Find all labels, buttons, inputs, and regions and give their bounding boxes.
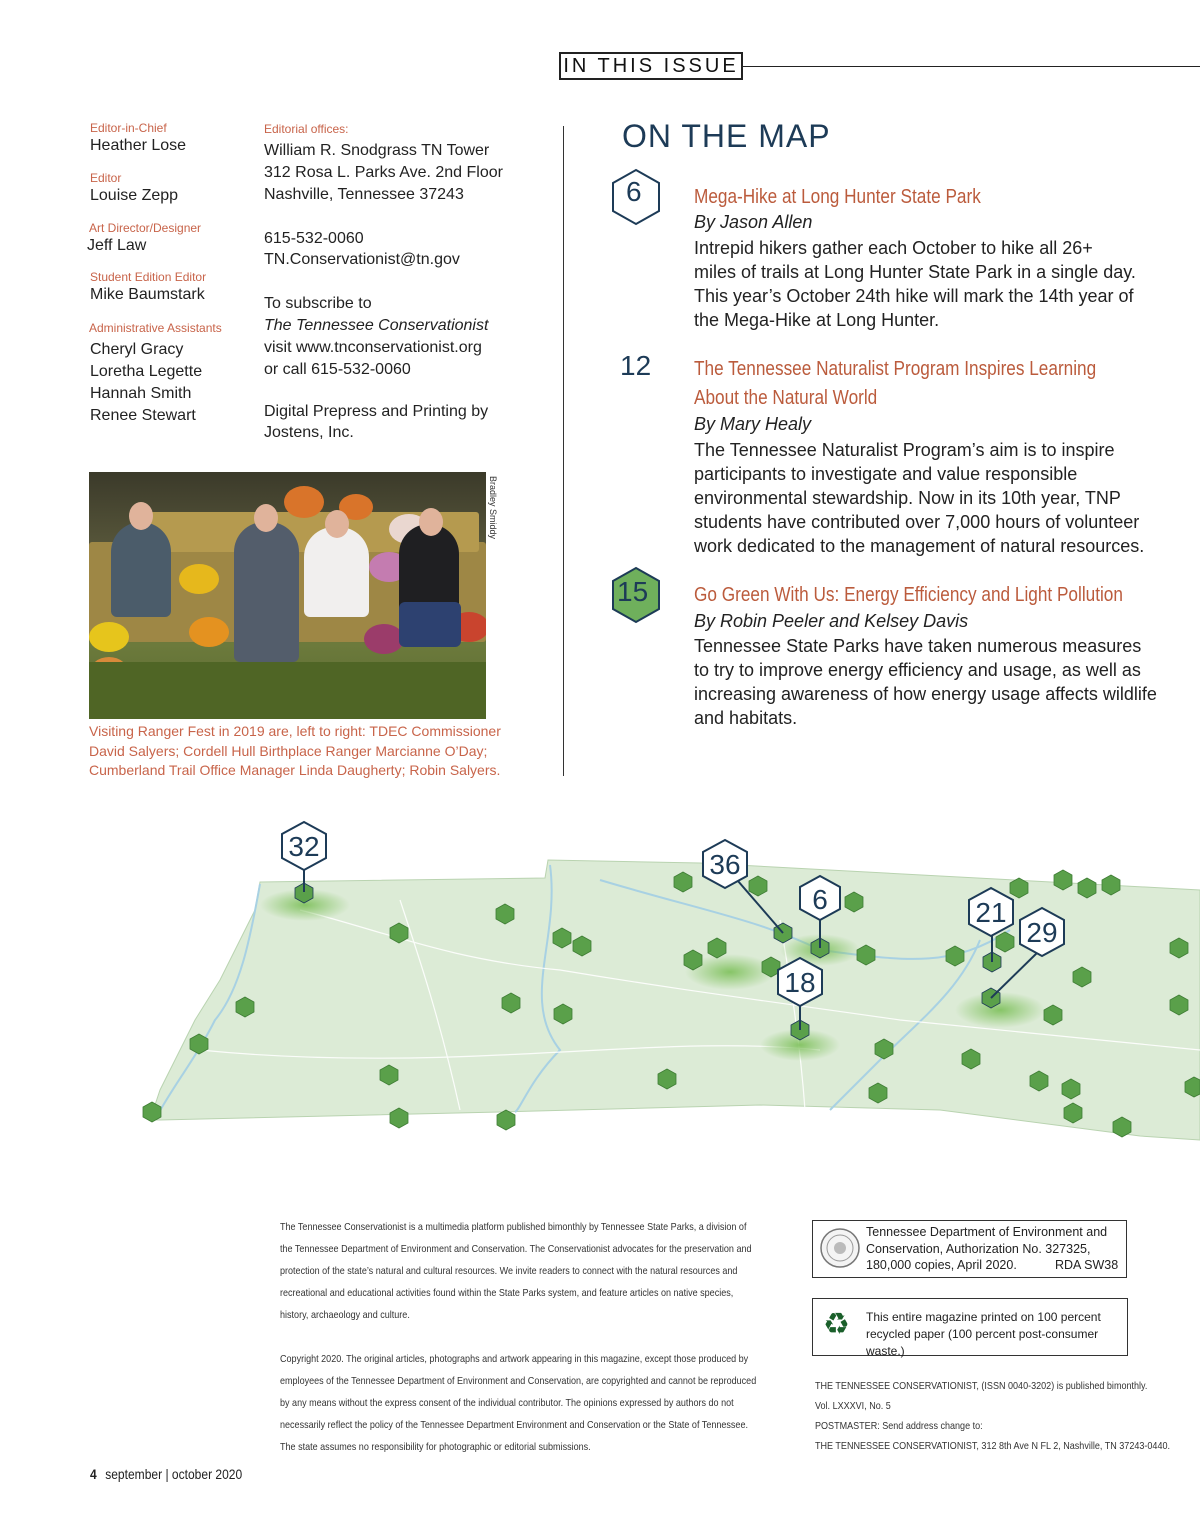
admin-name: Hannah Smith — [90, 385, 192, 402]
magazine-name: The Tennessee Conservationist — [264, 317, 489, 334]
marker-label: 18 — [784, 967, 816, 998]
publication-info — [815, 1376, 1193, 1456]
phone: 615-532-0060 — [264, 230, 364, 247]
desc-line: This year’s October 24th hike will mark the 14th year of — [694, 286, 1134, 306]
page-number: 4 — [90, 1466, 97, 1482]
admin-label: Administrative Assistants — [89, 321, 222, 335]
desc-line: environmental stewardship. Now in its 10th year, TNP — [694, 488, 1121, 508]
editor: Louise Zepp — [90, 187, 179, 204]
printing-line: Jostens, Inc. — [264, 424, 354, 441]
state-seal-icon — [819, 1227, 861, 1269]
ranger-fest-photo — [89, 472, 486, 719]
story-title[interactable]: Mega-Hike at Long Hunter State Park — [694, 186, 981, 208]
address-line: Nashville, Tennessee 37243 — [264, 186, 464, 203]
copyright-line: Copyright 2020. The original articles, photographs and artwork appearing in this magazine, except those produced by — [280, 1353, 749, 1365]
address-line: 312 Rosa L. Parks Ave. 2nd Floor — [264, 164, 503, 181]
about-line: the Tennessee Department of Environment and Conservation. The Conservationist advocates for the preservation and — [280, 1243, 752, 1255]
subscribe-line: To subscribe to — [264, 295, 372, 312]
about-line: The Tennessee Conservationist is a multimedia platform published bimonthly by Tennessee State Parks, a division of — [280, 1221, 747, 1233]
marker-label: 6 — [812, 884, 828, 915]
about-line: protection of the state’s natural and cultural resources. We invite readers to connect with the natural resources and — [280, 1265, 738, 1277]
publication-line: Vol. LXXXVI, No. 5 — [815, 1400, 891, 1412]
desc-line: increasing awareness of how energy usage affects wildlife — [694, 684, 1157, 704]
subscribe-url[interactable]: visit www.tnconservationist.org — [264, 339, 482, 356]
copyright-line: necessarily reflect the policy of the Tennessee Department Environment and Conservation or the State of Tennessee. — [280, 1419, 749, 1431]
issue-label: IN THIS ISSUE — [559, 52, 743, 80]
address-line: William R. Snodgrass TN Tower — [264, 142, 490, 159]
rda-code: RDA SW38 — [1055, 1258, 1119, 1272]
header-rule — [742, 66, 1200, 67]
publication-line: POSTMASTER: Send address change to: — [815, 1420, 983, 1432]
publication-line: THE TENNESSEE CONSERVATIONIST, (ISSN 0040-3202) is published bimonthly. — [815, 1380, 1148, 1392]
recycled-line: recycled paper (100 percent post-consumer waste.) — [866, 1327, 1099, 1358]
desc-line: participants to investigate and value responsible — [694, 464, 1078, 484]
photo-caption — [89, 722, 509, 781]
recycled-line: This entire magazine printed on 100 percent — [866, 1310, 1101, 1324]
story-page-number[interactable]: 6 — [626, 176, 642, 207]
marker-label: 29 — [1026, 917, 1058, 948]
folio — [90, 1466, 242, 1482]
recycle-icon: ♻ — [823, 1308, 850, 1341]
art-director-label: Art Director/Designer — [89, 221, 202, 235]
photo-credit: Bradley Smiddy — [488, 476, 498, 540]
admin-name: Renee Stewart — [90, 407, 196, 424]
section-title: ON THE MAP — [622, 118, 831, 154]
story-description — [694, 438, 1144, 558]
story-description — [694, 634, 1157, 730]
admin-name: Cheryl Gracy — [90, 341, 184, 358]
desc-line: work dedicated to the management of natural resources. — [694, 536, 1145, 556]
story-title[interactable]: The Tennessee Naturalist Program Inspires Learning — [694, 358, 1097, 380]
desc-line: the Mega-Hike at Long Hunter. — [694, 310, 940, 330]
copyright-text — [280, 1348, 757, 1458]
authorization-line: Conservation, Authorization No. 327325, — [866, 1241, 1091, 1256]
marker-label: 21 — [975, 897, 1007, 928]
story-author: By Mary Healy — [694, 414, 812, 434]
student-editor-label: Student Edition Editor — [90, 270, 207, 284]
authorization-box — [812, 1220, 1127, 1278]
copyright-line: The state assumes no responsibility for photographic or editorial submissions. — [280, 1441, 591, 1453]
about-text — [280, 1216, 757, 1326]
offices-label: Editorial offices: — [264, 122, 349, 136]
about-line: history, archaeology and culture. — [280, 1309, 410, 1321]
story-page-number[interactable]: 15 — [617, 576, 649, 607]
desc-line: miles of trails at Long Hunter State Park in a single day. — [694, 262, 1136, 282]
recycled-box — [812, 1298, 1128, 1356]
art-director: Jeff Law — [87, 237, 147, 254]
caption-line: Cumberland Trail Office Manager Linda Daugherty; Robin Salyers. — [89, 762, 501, 778]
editor-in-chief-label: Editor-in-Chief — [90, 121, 167, 135]
editor-label: Editor — [90, 171, 122, 185]
caption-line: David Salyers; Cordell Hull Birthplace Ranger Marcianne O’Day; — [89, 742, 488, 759]
desc-line: and habitats. — [694, 708, 798, 728]
story-author: By Robin Peeler and Kelsey Davis — [694, 611, 969, 631]
copyright-line: employees of the Tennessee Department of Environment and Conservation, are copyrighted and cannot be reproduced — [280, 1375, 757, 1387]
story-title[interactable]: Go Green With Us: Energy Efficiency and Light Pollution — [694, 584, 1123, 606]
caption-line: Visiting Ranger Fest in 2019 are, left to right: TDEC Commissioner — [89, 723, 501, 739]
authorization-line: 180,000 copies, April 2020. — [866, 1258, 1017, 1272]
marker-label: 36 — [709, 849, 741, 880]
issue-date: september | october 2020 — [105, 1466, 243, 1482]
story-description — [694, 236, 1136, 332]
copyright-line: by any means without the express consent of the individual contributor. The opinions expressed by authors do not — [280, 1397, 734, 1409]
authorization-line: Tennessee Department of Environment and — [866, 1225, 1108, 1239]
subscribe-phone: or call 615-532-0060 — [264, 361, 411, 378]
desc-line: Tennessee State Parks have taken numerous measures — [694, 636, 1142, 656]
story-page-number[interactable]: 12 — [620, 350, 652, 381]
marker-label: 32 — [288, 831, 320, 862]
story-author: By Jason Allen — [694, 212, 813, 232]
email-link[interactable]: TN.Conservationist@tn.gov — [264, 251, 460, 268]
tennessee-map — [0, 820, 1200, 1170]
desc-line: students have contributed over 7,000 hours of volunteer — [694, 512, 1140, 532]
desc-line: Intrepid hikers gather each October to hike all 26+ — [694, 238, 1093, 258]
desc-line: The Tennessee Naturalist Program’s aim is to inspire — [694, 440, 1115, 460]
story-title[interactable]: About the Natural World — [694, 387, 878, 409]
admin-name: Loretha Legette — [90, 363, 203, 380]
desc-line: to try to improve energy efficiency and usage, as well as — [694, 660, 1141, 680]
printing-line: Digital Prepress and Printing by — [264, 403, 489, 420]
publication-line: THE TENNESSEE CONSERVATIONIST, 312 8th Ave N FL 2, Nashville, TN 37243-0440. — [815, 1440, 1171, 1452]
column-divider — [563, 126, 564, 776]
student-editor: Mike Baumstark — [90, 286, 205, 303]
about-line: recreational and educational activities found within the State Parks system, and feature articles on native species, — [280, 1287, 734, 1299]
editor-in-chief: Heather Lose — [90, 137, 187, 154]
